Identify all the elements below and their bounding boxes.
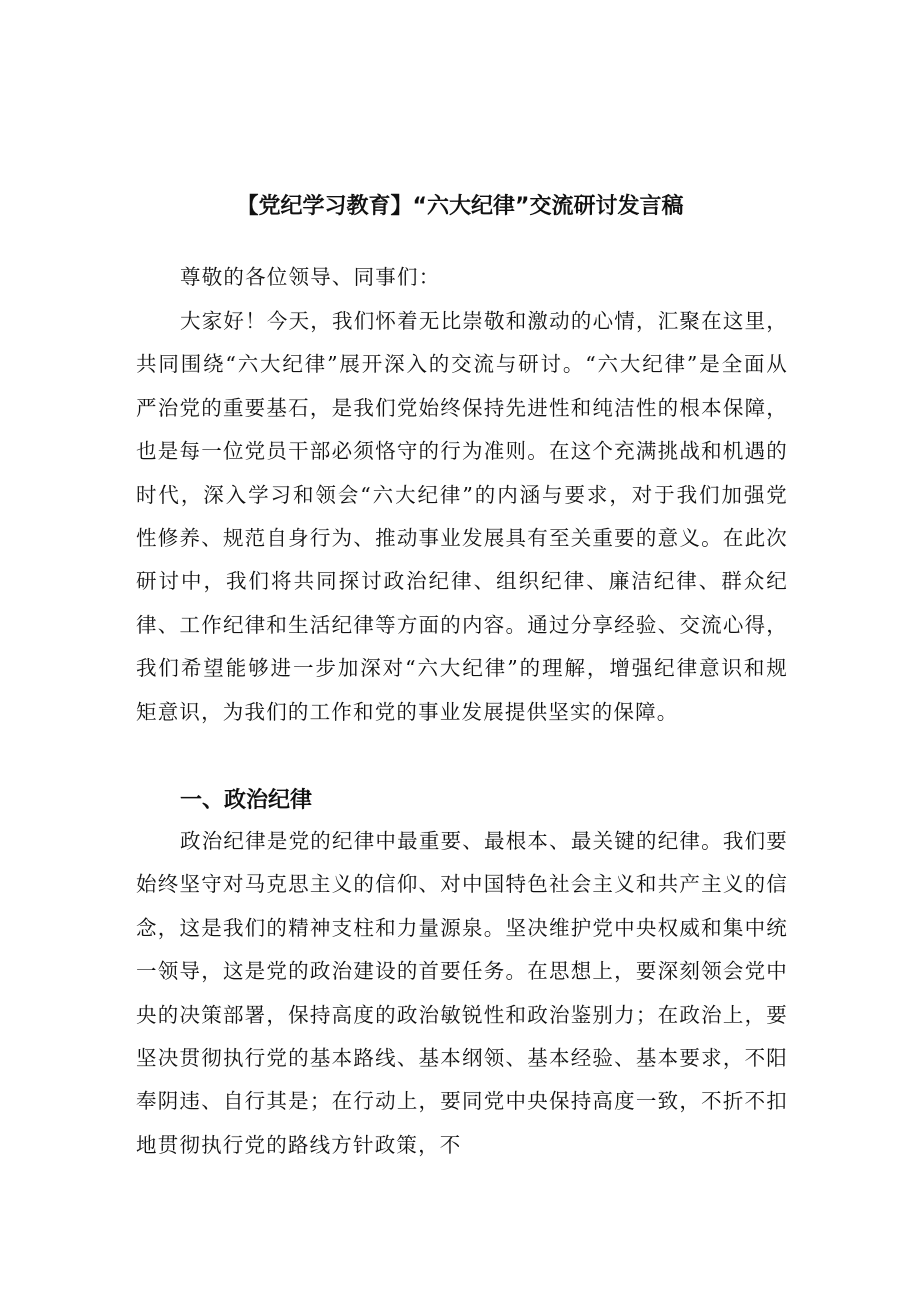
political-discipline-paragraph: 政治纪律是党的纪律中最重要、最根本、最关键的纪律。我们要始终坚守对马克思主义的信仰、对中国特色社会主义和共产主义的信念，这是我们的精神支柱和力量源泉。坚决维护党中央权威和集中统一领导，这是党的政治建设的首要任务。在思想上，要深刻领会党中央的决策部署，保持高度的政治敏锐性和政治鉴别力；在政治上，要坚决贯彻执行党的基本路线、基本纲领、基本经验、基本要求，不阳奉阴违、自行其是；在行动上，要同党中央保持高度一致，不折不扣地贯彻执行党的路线方针政策，不	[136, 829, 788, 1157]
section-heading-political-discipline: 一、政治纪律	[180, 788, 313, 813]
intro-paragraph: 大家好！今天，我们怀着无比崇敬和激动的心情，汇聚在这里，共同围绕“六大纪律”展开深入的交流与研讨。“六大纪律”是全面从严治党的重要基石，是我们党始终保持先进性和纯洁性的根本保障，也是每一位党员干部必须恪守的行为准则。在这个充满挑战和机遇的时代，深入学习和领会“六大纪律”的内涵与要求，对于我们加强党性修养、规范自身行为、推动事业发展具有至关重要的意义。在此次研讨中，我们将共同探讨政治纪律、组织纪律、廉洁纪律、群众纪律、工作纪律和生活纪律等方面的内容。通过分享经验、交流心得，我们希望能够进一步加深对“六大纪律”的理解，增强纪律意识和规矩意识，为我们的工作和党的事业发展提供坚实的保障。	[136, 309, 788, 724]
salutation: 尊敬的各位领导、同事们：	[180, 265, 441, 289]
document-title: 【党纪学习教育】“六大纪律”交流研讨发言稿	[236, 193, 684, 219]
